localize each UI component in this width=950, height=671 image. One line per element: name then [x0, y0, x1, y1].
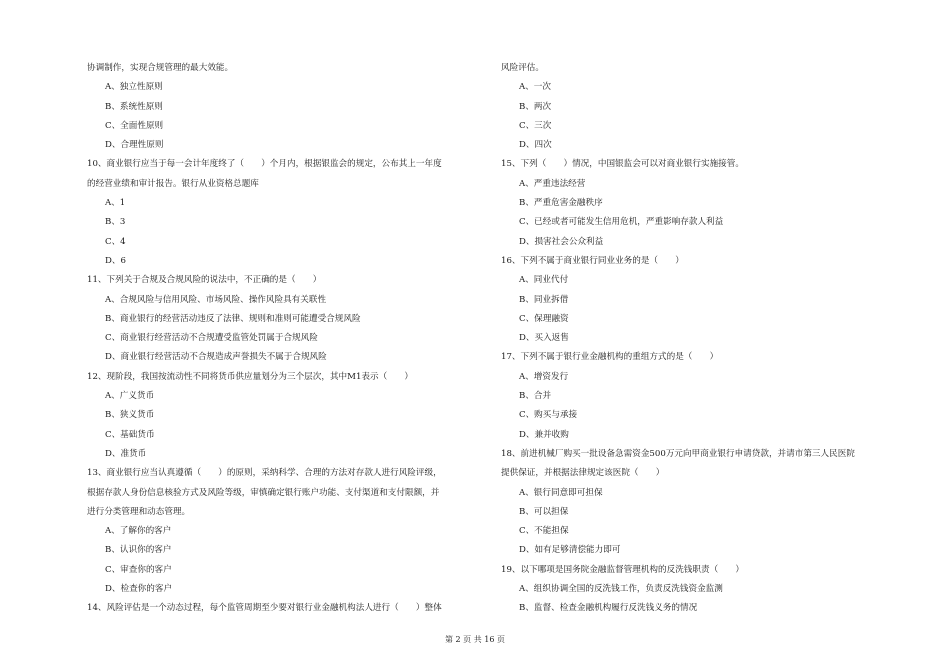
answer-option: B、同业拆借 [519, 294, 569, 305]
answer-option: A、广义货币 [105, 391, 155, 402]
answer-option: D、商业银行经营活动不合规造成声誉损失不属于合规风险 [105, 352, 327, 363]
question-text-line: 15、下列（ ）情况，中国银监会可以对商业银行实施接管。 [501, 159, 744, 170]
question-text-line: 10、商业银行应当于每一会计年度终了（ ）个月内，根据银监会的规定，公布其上一年度 [87, 159, 442, 170]
answer-option: C、4 [105, 236, 126, 247]
answer-option: B、系统性原则 [105, 101, 163, 112]
answer-option: A、严重违法经营 [519, 178, 586, 189]
answer-option: B、两次 [519, 101, 552, 112]
question-text-line: 进行分类管理和动态管理。 [87, 506, 191, 517]
answer-option: D、6 [105, 255, 126, 266]
answer-option: B、商业银行的经营活动违反了法律、规则和准则可能遭受合规风险 [105, 313, 361, 324]
answer-option: D、准货币 [105, 448, 147, 459]
answer-option: A、合规风险与信用风险、市场风险、操作风险具有关联性 [105, 294, 327, 305]
question-text-line: 11、下列关于合规及合规风险的说法中，不正确的是（ ） [87, 275, 322, 286]
answer-option: A、组织协调全国的反洗钱工作，负责反洗钱资金监测 [519, 584, 723, 595]
answer-option: D、如有足够清偿能力即可 [519, 545, 621, 556]
answer-option: D、买入返售 [519, 333, 569, 344]
answer-option: B、监督、检查金融机构履行反洗钱义务的情况 [519, 603, 698, 614]
question-text-line: 提供保证，并根据法律规定该医院（ ） [501, 468, 665, 479]
answer-option: B、合并 [519, 391, 552, 402]
answer-option: A、同业代付 [519, 275, 569, 286]
answer-option: B、严重危害金融秩序 [519, 198, 603, 209]
question-text-line: 18、前进机械厂购买一批设备急需资金500万元向甲商业银行申请贷款，并请市第三人民医院 [501, 448, 855, 459]
question-text-line: 13、商业银行应当认真遵循（ ）的原则，采纳科学、合理的方法对存款人进行风险评级， [87, 468, 442, 479]
question-text-line: 17、下列不属于银行业金融机构的重组方式的是（ ） [501, 352, 719, 363]
answer-option: B、狭义货币 [105, 410, 155, 421]
answer-option: B、可以担保 [519, 506, 569, 517]
answer-option: D、合理性原则 [105, 140, 164, 151]
question-text-line: 协调制作，实现合规管理的最大效能。 [87, 63, 234, 73]
answer-option: C、购买与承接 [519, 410, 578, 421]
answer-option: A、银行同意即可担保 [519, 487, 603, 498]
answer-option: C、审查你的客户 [105, 564, 172, 575]
right-column [501, 59, 906, 619]
answer-option: B、认识你的客户 [105, 545, 172, 556]
answer-option: C、三次 [519, 120, 552, 131]
question-text-line: 16、下列不属于商业银行同业业务的是（ ） [501, 255, 684, 266]
question-text-line: 的经营业绩和审计报告。银行从业资格总题库 [87, 178, 259, 189]
answer-option: A、一次 [519, 82, 551, 93]
question-text-line: 19、以下哪项是国务院金融监督管理机构的反洗钱职责（ ） [501, 564, 744, 575]
answer-option: C、商业银行经营活动不合规遭受监管处罚属于合规风险 [105, 333, 318, 344]
answer-option: A、1 [105, 198, 126, 209]
answer-option: A、独立性原则 [105, 82, 163, 93]
answer-option: D、损害社会公众利益 [519, 236, 604, 247]
question-text-line: 14、风险评估是一个动态过程，每个监管周期至少要对银行业金融机构法人进行（ ）整体 [87, 603, 442, 614]
question-text-line: 风险评估。 [501, 63, 544, 73]
answer-option: D、兼并收购 [519, 429, 569, 440]
answer-option: D、检查你的客户 [105, 584, 173, 595]
left-column [87, 59, 487, 619]
page-footer: 第 2 页 共 16 页 [445, 635, 505, 644]
answer-option: C、不能担保 [519, 526, 569, 537]
answer-option: A、了解你的客户 [105, 526, 172, 537]
answer-option: A、增资发行 [519, 371, 569, 382]
question-text-line: 根据存款人身份信息核验方式及风险等级，审慎确定银行账户功能、支付渠道和支付限额，并 [87, 487, 440, 498]
answer-option: C、全面性原则 [105, 120, 164, 131]
question-text-line: 12、现阶段，我国按流动性不同将货币供应量划分为三个层次，其中M1表示（ ） [87, 371, 413, 382]
answer-option: D、四次 [519, 140, 552, 151]
answer-option: B、3 [105, 217, 126, 228]
answer-option: C、保理融资 [519, 313, 569, 324]
answer-option: C、基础货币 [105, 429, 155, 440]
answer-option: C、已经或者可能发生信用危机，严重影响存款人利益 [519, 217, 724, 228]
